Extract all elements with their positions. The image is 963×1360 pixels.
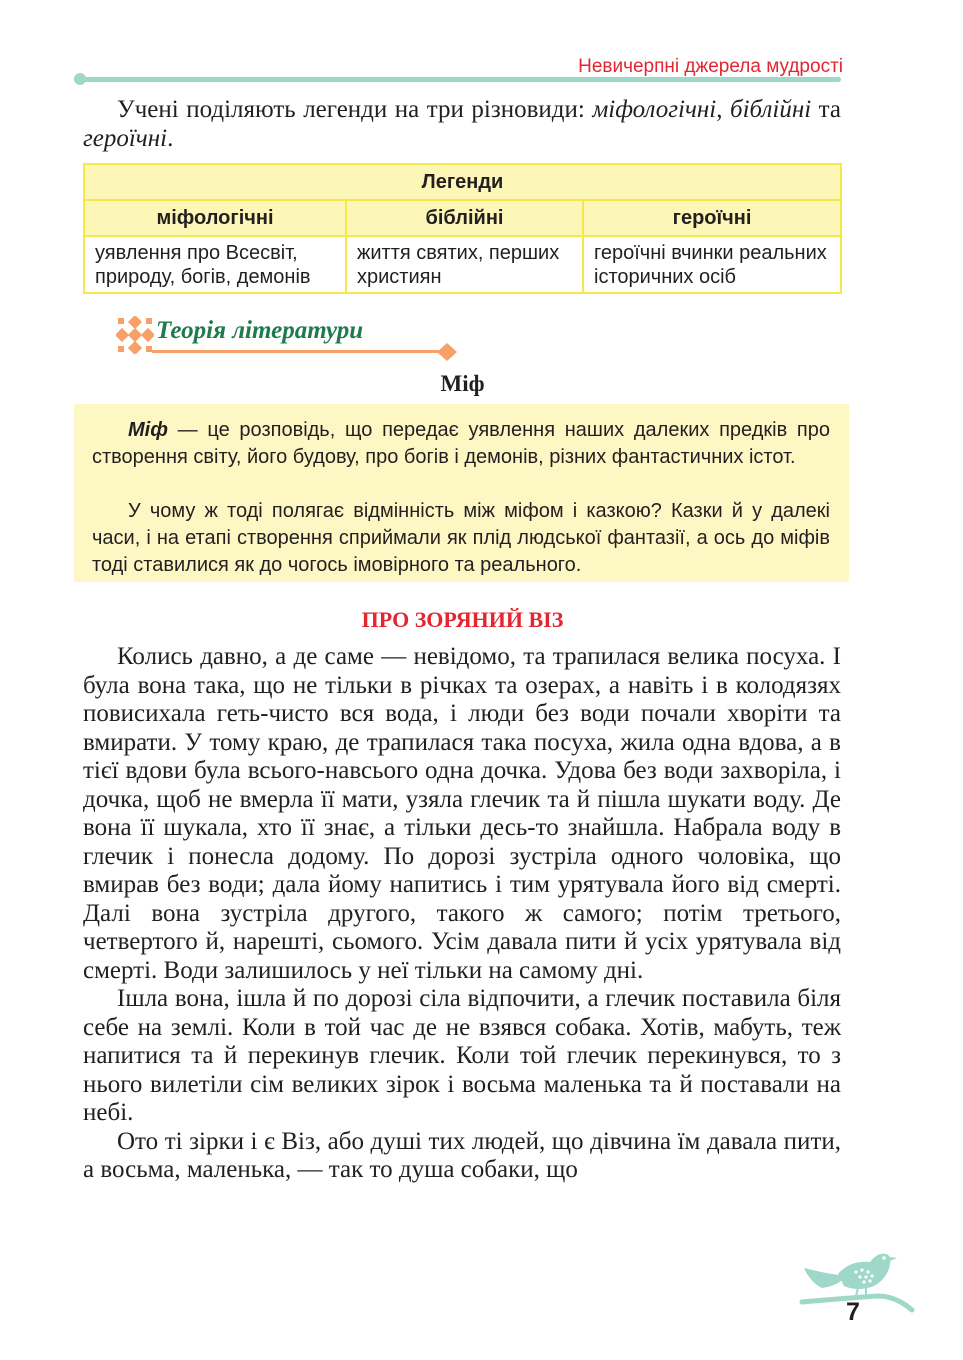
intro-lead: Учені поділяють легенди на три різновиди:: [117, 96, 593, 123]
table-header: біблійні: [346, 200, 583, 236]
definition-text: — це розповідь, що передає уявлення наших далеких предків про створення світу, його будову, про богів і демонів, різних фантастичних істот.: [92, 419, 830, 468]
intro-kind-mythological: міфологічні: [592, 96, 717, 123]
story-text: [83, 643, 841, 1185]
story-paragraph: Колись давно, а де саме — невідомо, та трапилася велика посуха. І була вона така, що не тільки в річках та озерах, а навіть і в колодязях повисихала геть-чисто вся вода, і люди без води почали хворіти та вмирати. У тому краю, де трапилася така посуха, жила одна вдова, а в тієї вдови була всього-навсього одна дочка. Удова без води захворіла, і дочка, щоб не вмерла її мати, узяла глечик та й пішла шукати воду. Де вона її шукала, хто її знає, а тільки десь-то знайшла. Набрала воду в глечик і понесла додому. По дорозі зустріла одного чоловіка, що вмирав без води; дала йому напитись і тим урятувала його від смерті. Далі вона зустріла другого, такого ж самого; потім третього, четвертого й, нарешті, сьомого. Усім давала пити й усіх урятувала від смерті. Води залишилось у неї тільки на самому дні.: [83, 643, 841, 984]
definition-term: Міф: [128, 419, 168, 441]
intro-sep: та: [811, 96, 842, 123]
theory-label-text: Теорія літератури: [156, 317, 364, 344]
table-cell: уявлення про Всесвіт, природу, богів, демонів: [84, 236, 346, 293]
table-cell: героїчні вчинки реальних історичних осіб: [583, 236, 841, 293]
table-row: [84, 236, 841, 293]
section-title: Міф: [440, 371, 485, 396]
header-rule: [78, 77, 841, 82]
legends-table: [83, 163, 842, 294]
table-header: міфологічні: [84, 200, 346, 236]
definition-box: [74, 404, 849, 582]
theory-underline: [152, 350, 442, 353]
table-title: Легенди: [84, 164, 841, 200]
intro-paragraph: [83, 96, 841, 153]
page-number: 7: [846, 1298, 860, 1326]
story-paragraph: Ото ті зірки і є Віз, або душі тих людей, що дівчина їм давала пити, а восьма, маленька, — так то душа собаки, що: [83, 1127, 841, 1183]
intro-kind-heroic: героїчні: [83, 124, 168, 152]
intro-end: .: [167, 124, 174, 152]
table-header: героїчні: [583, 200, 841, 236]
intro-sep: ,: [716, 96, 730, 123]
story-paragraph: Ішла вона, ішла й по дорозі сіла відпочити, а глечик поставила біля себе на землі. Коли в той час де не взявся собака. Хотів, мабуть, теж напитися та й перекинув глечик. Коли той глечик перекинувся, то з нього вилетіли сім великих зірок і восьма маленька та й поставали на небі.: [83, 985, 841, 1126]
intro-kind-biblical: біблійні: [730, 96, 812, 123]
definition-paragraph: [92, 417, 830, 471]
story-title: ПРО ЗОРЯНИЙ ВІЗ: [361, 607, 564, 632]
diamond-icon: [436, 342, 458, 362]
table-cell: життя святих, перших християн: [346, 236, 583, 293]
table-title-row: [84, 164, 841, 200]
ornament-icon: [116, 316, 154, 354]
running-head: Невичерпні джерела мудрості: [578, 56, 843, 77]
definition-paragraph-2: У чому ж тоді полягає відмінність між міфом і казкою? Казки й у далекі часи, і на етапі створення сприймали як плід людської фантазії, а ось до міфів тоді ставилися як до чогось імовірного та реального.: [92, 500, 830, 576]
table-header-row: [84, 200, 841, 236]
